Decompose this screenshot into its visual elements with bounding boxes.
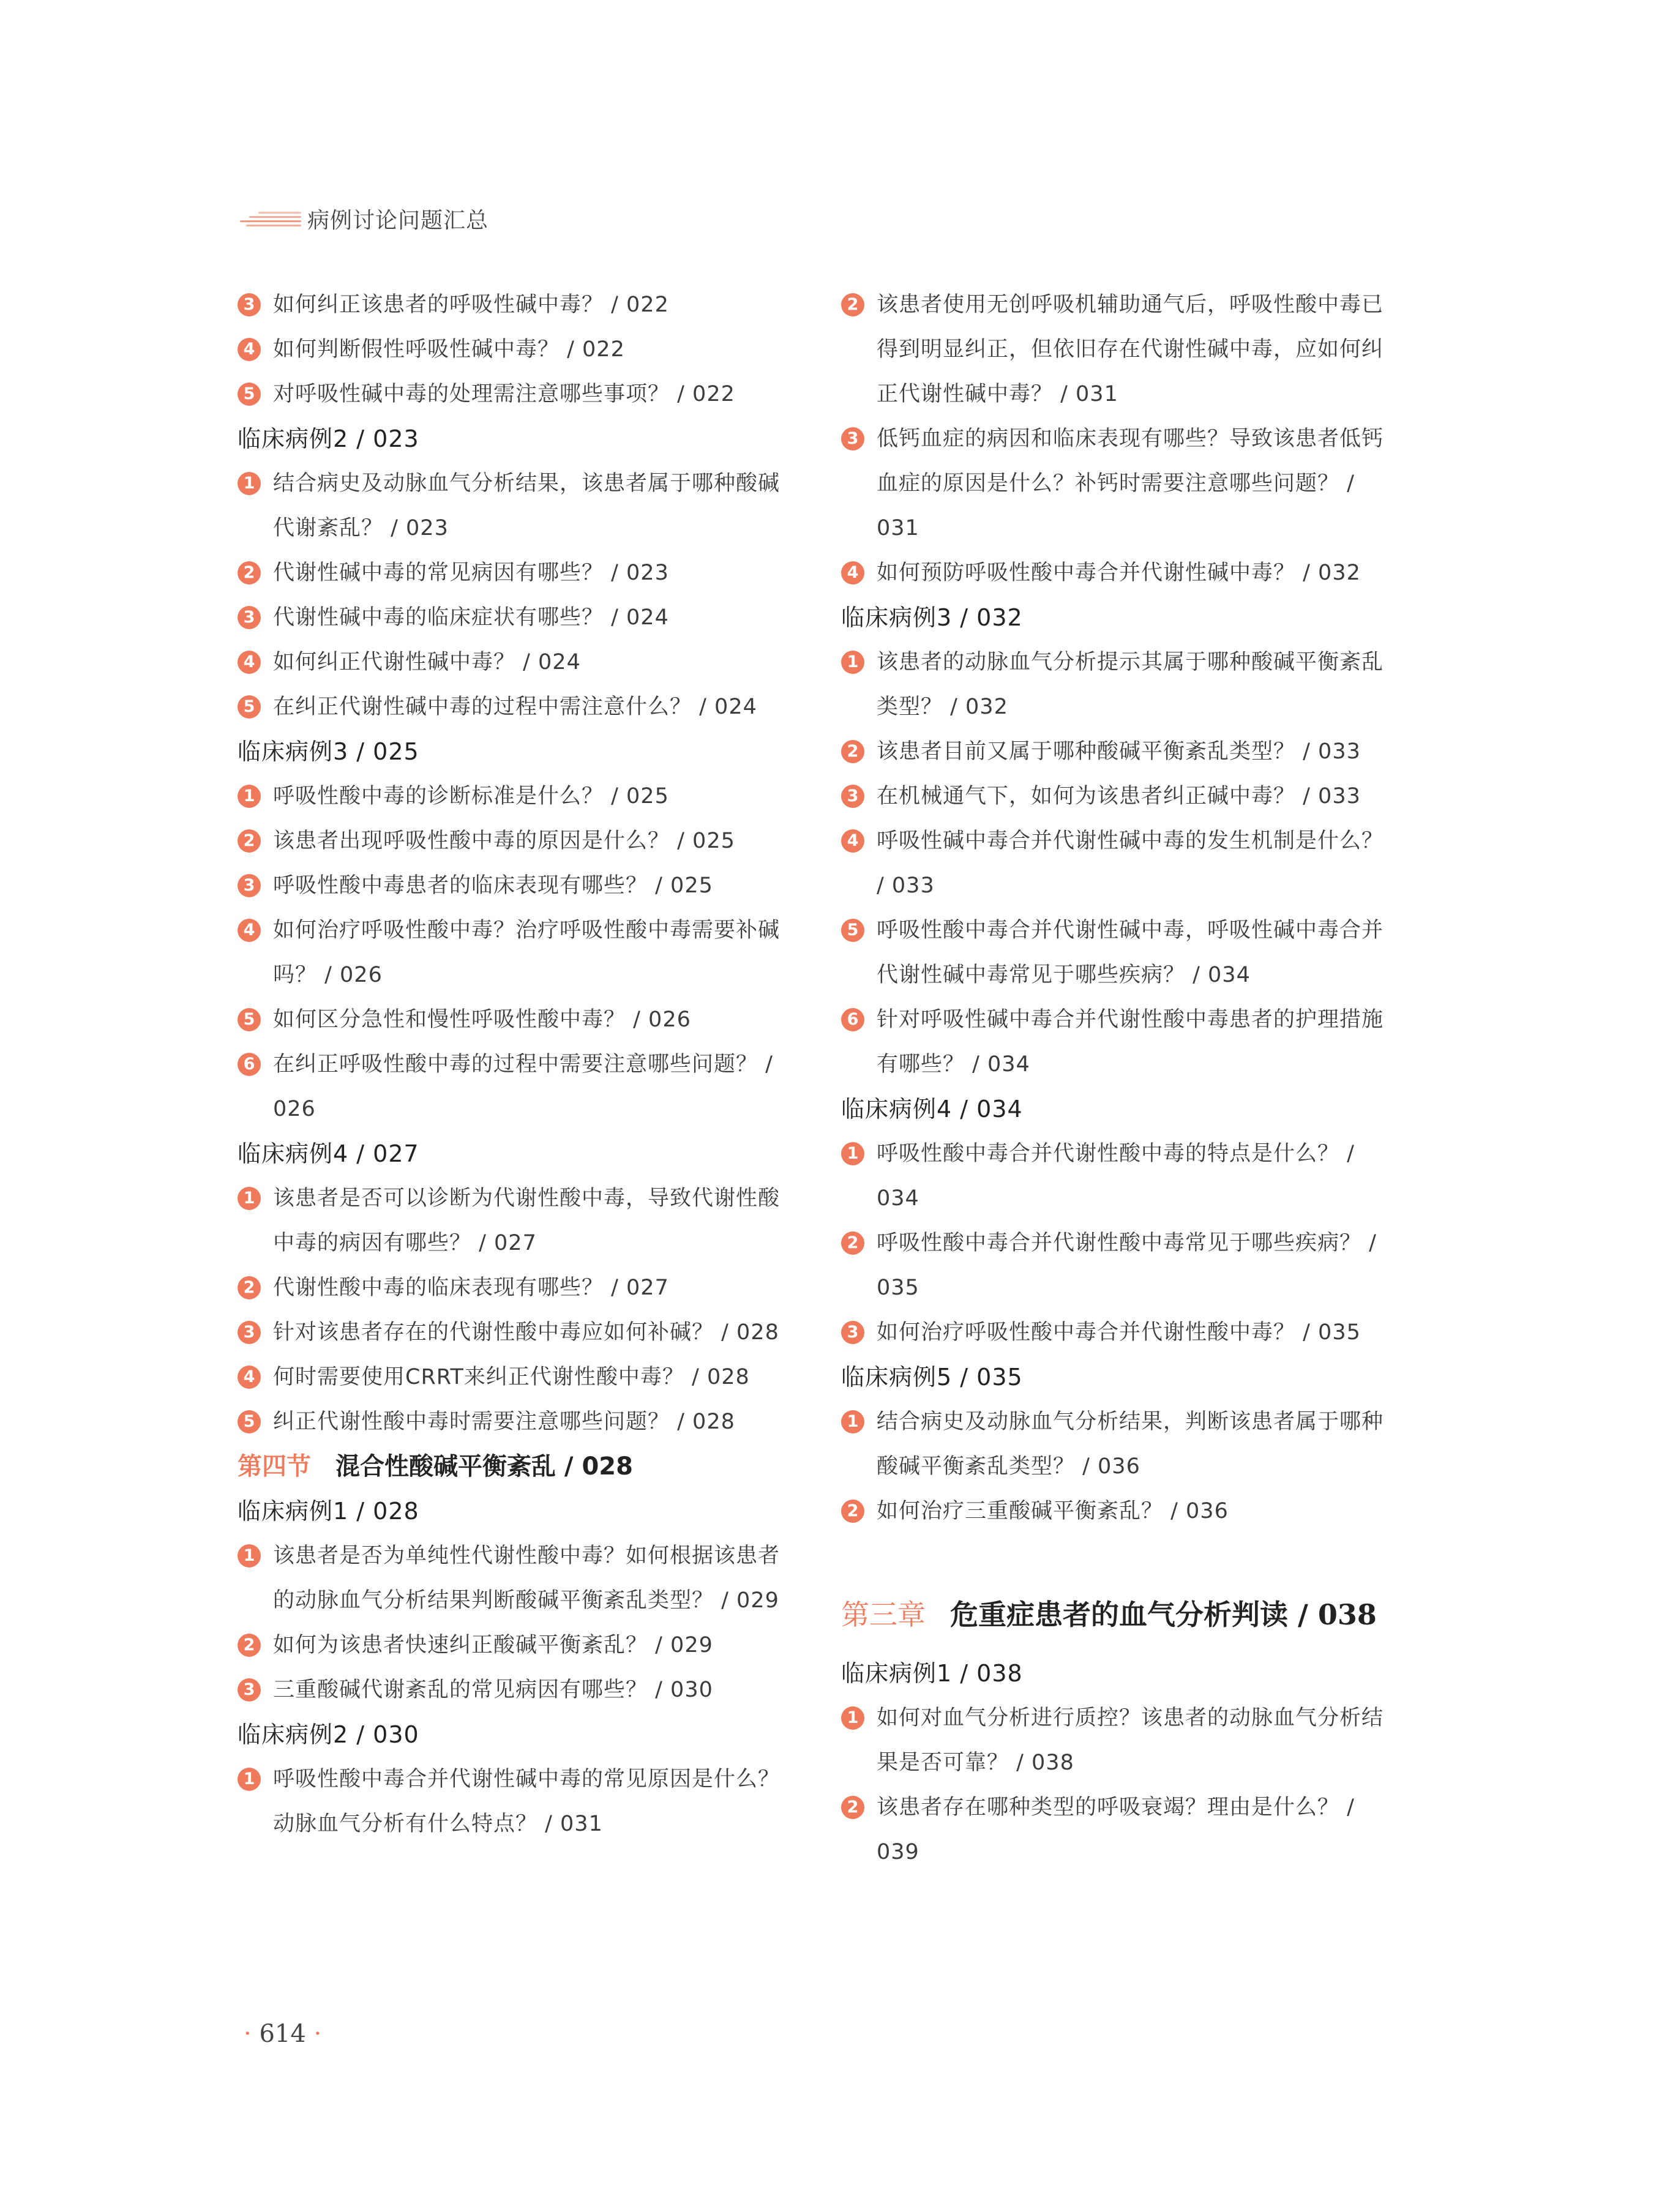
question-text: 如何治疗呼吸性酸中毒合并代谢性酸中毒？ / 035: [877, 1320, 1361, 1345]
question-item: [238, 864, 788, 908]
question-item: [841, 908, 1392, 998]
question-item: [238, 1176, 788, 1266]
case-heading: 临床病例3 / 032: [841, 604, 1023, 631]
question-text: 针对该患者存在的代谢性酸中毒应如何补碱？ / 028: [273, 1320, 779, 1345]
question-item: [841, 551, 1392, 596]
number-badge-icon: 4: [238, 1366, 261, 1389]
question-item: [238, 819, 788, 864]
question-text: 如何为该患者快速纠正酸碱平衡紊乱？ / 029: [273, 1633, 713, 1657]
question-item: [841, 819, 1392, 908]
number-badge-icon: 2: [841, 740, 864, 763]
number-badge-icon: 5: [841, 919, 864, 942]
question-text: 纠正代谢性酸中毒时需要注意哪些问题？ / 028: [273, 1410, 735, 1434]
question-item: [238, 774, 788, 819]
number-badge-icon: 2: [238, 829, 261, 853]
question-text: 代谢性碱中毒的临床症状有哪些？ / 024: [273, 605, 669, 630]
question-text: 在纠正呼吸性酸中毒的过程中需要注意哪些问题？ / 026: [273, 1052, 773, 1121]
question-item: [238, 640, 788, 685]
question-item: [238, 1623, 788, 1668]
question-item: [238, 1042, 788, 1132]
question-item: [238, 1310, 788, 1355]
number-badge-icon: 1: [238, 472, 261, 495]
question-text: 该患者是否为单纯性代谢性酸中毒？如何根据该患者的动脉血气分析结果判断酸碱平衡紊乱类型？ / 029: [273, 1544, 781, 1613]
question-text: 代谢性酸中毒的临床表现有哪些？ / 027: [273, 1276, 669, 1300]
number-badge-icon: 1: [238, 1544, 261, 1567]
question-item: [238, 908, 788, 998]
question-text: 在机械通气下，如何为该患者纠正碱中毒？ / 033: [877, 784, 1361, 809]
right-column: [841, 283, 1392, 1875]
question-text: 针对呼吸性碱中毒合并代谢性酸中毒患者的护理措施有哪些？ / 034: [877, 1007, 1384, 1077]
case-heading: 临床病例1 / 028: [238, 1498, 419, 1525]
question-text: 如何治疗呼吸性酸中毒？治疗呼吸性酸中毒需要补碱吗？ / 026: [273, 918, 781, 987]
question-text: 何时需要使用CRRT来纠正代谢性酸中毒？ / 028: [273, 1365, 750, 1389]
question-text: 代谢性碱中毒的常见病因有哪些？ / 023: [273, 561, 669, 585]
question-text: 该患者存在哪种类型的呼吸衰竭？理由是什么？ / 039: [877, 1795, 1355, 1864]
number-badge-icon: 1: [238, 1768, 261, 1791]
question-item: [841, 1696, 1392, 1785]
number-badge-icon: 2: [841, 1796, 864, 1819]
question-text: 如何纠正代谢性碱中毒？ / 024: [273, 650, 581, 674]
number-badge-icon: 4: [841, 829, 864, 853]
question-item: [841, 1785, 1392, 1875]
number-badge-icon: 3: [841, 785, 864, 808]
number-badge-icon: 3: [238, 1678, 261, 1702]
number-badge-icon: 5: [238, 1008, 261, 1031]
number-badge-icon: 6: [841, 1008, 864, 1031]
chapter-number: 第三章: [841, 1598, 926, 1631]
section-number: 第四节: [238, 1452, 311, 1481]
case-heading: 临床病例4 / 027: [238, 1140, 419, 1167]
question-text: 三重酸碱代谢紊乱的常见病因有哪些？ / 030: [273, 1678, 713, 1702]
question-item: [238, 1400, 788, 1444]
number-badge-icon: 2: [238, 1276, 261, 1299]
case-heading: 临床病例2 / 023: [238, 425, 419, 452]
question-item: [238, 998, 788, 1042]
number-badge-icon: 3: [238, 293, 261, 316]
question-item: [841, 774, 1392, 819]
question-text: 如何区分急性和慢性呼吸性酸中毒？ / 026: [273, 1007, 691, 1032]
question-item: [841, 1132, 1392, 1221]
chapter-heading: [841, 1590, 1392, 1639]
number-badge-icon: 2: [238, 1634, 261, 1657]
question-text: 呼吸性酸中毒的诊断标准是什么？ / 025: [273, 784, 669, 809]
chapter-title: 危重症患者的血气分析判读 / 038: [950, 1598, 1377, 1631]
question-text: 呼吸性酸中毒合并代谢性碱中毒，呼吸性碱中毒合并代谢性碱中毒常见于哪些疾病？ / 034: [877, 918, 1384, 987]
question-item: [841, 1489, 1392, 1534]
question-text: 该患者出现呼吸性酸中毒的原因是什么？ / 025: [273, 829, 735, 853]
question-text: 低钙血症的病因和临床表现有哪些？导致该患者低钙血症的原因是什么？补钙时需要注意哪些问题？ / 031: [877, 427, 1384, 540]
header-decoration-lines: [240, 207, 301, 231]
question-item: [238, 551, 788, 596]
case-heading: 临床病例3 / 025: [238, 738, 419, 765]
question-item: [841, 417, 1392, 551]
question-item: [841, 640, 1392, 730]
question-text: 在纠正代谢性碱中毒的过程中需注意什么？ / 024: [273, 695, 757, 719]
number-badge-icon: 3: [238, 606, 261, 629]
question-text: 呼吸性酸中毒合并代谢性酸中毒常见于哪些疾病？ / 035: [877, 1231, 1377, 1300]
question-text: 如何对血气分析进行质控？该患者的动脉血气分析结果是否可靠？ / 038: [877, 1706, 1384, 1775]
number-badge-icon: 4: [841, 561, 864, 585]
number-badge-icon: 1: [841, 1410, 864, 1433]
question-item: [238, 327, 788, 372]
question-text: 该患者目前又属于哪种酸碱平衡紊乱类型？ / 033: [877, 739, 1361, 764]
number-badge-icon: 2: [841, 1500, 864, 1523]
question-item: [841, 1400, 1392, 1489]
number-badge-icon: 1: [238, 1187, 261, 1210]
question-item: [841, 730, 1392, 774]
number-badge-icon: 3: [238, 874, 261, 897]
page-number-value: 614: [259, 2020, 306, 2048]
question-text: 如何治疗三重酸碱平衡紊乱？ / 036: [877, 1499, 1229, 1523]
number-badge-icon: 5: [238, 695, 261, 719]
number-badge-icon: 4: [238, 338, 261, 361]
case-heading: 临床病例2 / 030: [238, 1721, 419, 1748]
running-head: [240, 203, 489, 234]
question-text: 呼吸性酸中毒患者的临床表现有哪些？ / 025: [273, 873, 713, 898]
question-item: [841, 998, 1392, 1087]
question-text: 呼吸性酸中毒合并代谢性酸中毒的特点是什么？ / 034: [877, 1141, 1355, 1211]
question-item: [841, 1310, 1392, 1355]
question-item: [841, 1221, 1392, 1310]
number-badge-icon: 4: [238, 651, 261, 674]
question-text: 对呼吸性碱中毒的处理需注意哪些事项？ / 022: [273, 382, 735, 406]
left-column: [238, 283, 788, 1847]
question-text: 该患者的动脉血气分析提示其属于哪种酸碱平衡紊乱类型？ / 032: [877, 650, 1384, 719]
number-badge-icon: 1: [238, 785, 261, 808]
case-heading: 临床病例5 / 035: [841, 1364, 1023, 1391]
running-head-title: 病例讨论问题汇总: [307, 208, 489, 233]
question-text: 结合病史及动脉血气分析结果，判断该患者属于哪种酸碱平衡紊乱类型？ / 036: [877, 1410, 1384, 1479]
question-text: 呼吸性碱中毒合并代谢性碱中毒的发生机制是什么？ / 033: [877, 829, 1384, 898]
question-text: 如何判断假性呼吸性碱中毒？ / 022: [273, 337, 625, 362]
number-badge-icon: 1: [841, 1706, 864, 1730]
number-badge-icon: 3: [841, 427, 864, 450]
question-item: [238, 1534, 788, 1623]
question-item: [238, 461, 788, 551]
question-text: 如何纠正该患者的呼吸性碱中毒？ / 022: [273, 293, 669, 317]
question-text: 该患者使用无创呼吸机辅助通气后，呼吸性酸中毒已得到明显纠正，但依旧存在代谢性碱中毒，应如何纠正代谢性碱中毒？ / 031: [877, 293, 1384, 406]
question-item: [238, 1266, 788, 1310]
number-badge-icon: 1: [841, 651, 864, 674]
question-item: [238, 1757, 788, 1847]
question-item: [238, 283, 788, 327]
number-badge-icon: 5: [238, 383, 261, 406]
question-item: [841, 283, 1392, 417]
number-badge-icon: 2: [841, 293, 864, 316]
number-badge-icon: 2: [238, 561, 261, 585]
question-text: 呼吸性酸中毒合并代谢性碱中毒的常见原因是什么？动脉血气分析有什么特点？ / 031: [273, 1767, 781, 1836]
section-heading: [238, 1444, 788, 1489]
section-title: 混合性酸碱平衡紊乱 / 028: [335, 1452, 633, 1481]
number-badge-icon: 6: [238, 1053, 261, 1076]
case-heading: 临床病例1 / 038: [841, 1660, 1023, 1687]
number-badge-icon: 5: [238, 1410, 261, 1433]
page-number: · 614 ·: [244, 2020, 322, 2048]
number-badge-icon: 2: [841, 1231, 864, 1255]
number-badge-icon: 3: [238, 1321, 261, 1344]
question-item: [238, 596, 788, 640]
question-text: 该患者是否可以诊断为代谢性酸中毒，导致代谢性酸中毒的病因有哪些？ / 027: [273, 1186, 781, 1255]
question-text: 如何预防呼吸性酸中毒合并代谢性碱中毒？ / 032: [877, 561, 1361, 585]
number-badge-icon: 4: [238, 919, 261, 942]
question-item: [238, 372, 788, 417]
number-badge-icon: 1: [841, 1142, 864, 1165]
number-badge-icon: 3: [841, 1321, 864, 1344]
question-item: [238, 1668, 788, 1713]
question-item: [238, 685, 788, 730]
question-item: [238, 1355, 788, 1400]
question-text: 结合病史及动脉血气分析结果，该患者属于哪种酸碱代谢紊乱？ / 023: [273, 471, 781, 540]
case-heading: 临床病例4 / 034: [841, 1096, 1023, 1123]
